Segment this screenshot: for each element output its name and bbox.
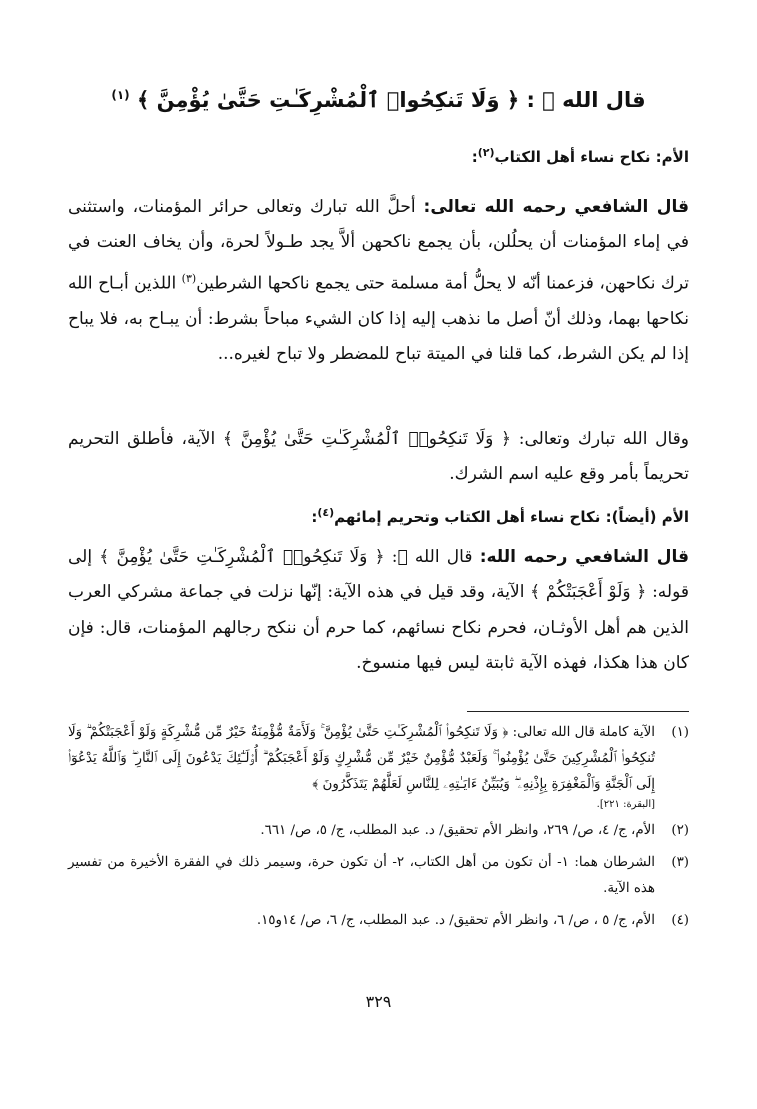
section1-heading-text: الأم: نكاح نساء أهل الكتاب (494, 148, 689, 166)
section1-paragraph-1 (68, 190, 689, 372)
footnote-number: (١) (671, 725, 689, 740)
section1-p1-text-b: اللذين أبـاح الله نكاحها بهما، وذلك أنّ أصل ما نذهب إليه إذا كان الشيء مباحاً بشرط: أن يبـاح به، فلا يباح إذا لم يكن الشرط، كما قلنا في الميتة تباح للمضطر ولا تباح لغيره... (68, 273, 689, 364)
section1-p1-footnote-ref: (٣) (181, 271, 197, 285)
section1-heading-ref: (٢) (477, 146, 495, 159)
section1-paragraph-2 (68, 422, 689, 493)
footnote-number: (٣) (671, 855, 689, 870)
page-number: ٣٢٩ (365, 992, 392, 1011)
footnote-text: الآية كاملة قال الله تعالى: ﴿ وَلَا تَنكِحُوا۟ ٱلْمُشْرِكَـٰتِ حَتَّىٰ يُؤْمِنَّ ۚ وَلَأَمَةٌ مُّؤْمِنَةٌ خَيْرٌ مِّن مُّشْرِكَةٍ وَلَوْ أَعْجَبَتْكُمْ ۗ وَلَا تُنكِحُوا۟ ٱلْمُشْرِكِينَ حَتَّىٰ يُؤْمِنُوا۟ ۚ وَلَعَبْدٌ مُّؤْمِنٌ خَيْرٌ مِّن مُّشْرِكٍ وَلَوْ أَعْجَبَكُمْ ۗ أُو۟لَـٰٓئِكَ يَدْعُونَ إِلَى ٱلنَّارِ ۖ وَٱللَّهُ يَدْعُوٓا۟ إِلَى ٱلْجَنَّةِ وَٱلْمَغْفِرَةِ بِإِذْنِهِۦ ۖ وَيُبَيِّنُ ءَايَـٰتِهِۦ لِلنَّاسِ لَعَلَّهُمْ يَتَذَكَّرُونَ ﴾ (68, 725, 655, 792)
section2-speaker: قال الشافعي رحمه الله: (479, 547, 689, 567)
title-text: قال الله ﷻ : ﴿ وَلَا تَنكِحُوا۟ ٱلْمُشْرِكَـٰتِ حَتَّىٰ يُؤْمِنَّ ﴾ (136, 88, 646, 112)
footnotes (68, 720, 689, 940)
section2-heading-text: الأم (أيضاً): نكاح نساء أهل الكتاب وتحريم إمائهم (334, 508, 689, 526)
section1-speaker: قال الشافعي رحمه الله تعالى: (423, 197, 689, 217)
section2-heading-block (68, 506, 689, 526)
section1-heading-colon: : (471, 148, 478, 166)
footnote-source: [البقرة: ٢٢١]. (596, 799, 655, 810)
footnote-1 (68, 720, 689, 812)
footnote-number: (٢) (671, 823, 689, 838)
section1-heading (68, 146, 689, 166)
page-title (70, 88, 687, 112)
section2-heading (68, 506, 689, 526)
footnote-number: (٤) (671, 913, 689, 928)
footnote-4 (68, 908, 689, 934)
section2-heading-colon: : (311, 508, 318, 526)
footnote-text: الأم، ج/ ٥ ، ص/ ٦، وانظر الأم تحقيق/ د. عبد المطلب، ج/ ٦، ص/ ١٤و١٥. (256, 913, 655, 928)
section2-heading-ref: (٤) (317, 506, 335, 519)
footnote-2 (68, 818, 689, 844)
footnote-divider (467, 711, 689, 712)
section1-p1-text-a: أحلَّ الله تبارك وتعالى حرائر المؤمنات، واستثنى في إماء المؤمنات أن يحلُلن، بأن يجمع ناكحهن ألاَّ يجد طـولاً لحرة، وأن يخاف العنت في ترك نكاحهن، فزعمنا أنّه لا يحلُّ أمة مسلمة حتى يجمع ناكحها الشرطين (68, 197, 689, 294)
section1-p2-text: وقال الله تبارك وتعالى: ﴿ وَلَا تَنكِحُوا۟ ٱلْمُشْرِكَـٰتِ حَتَّىٰ يُؤْمِنَّ ﴾ الآية، فأطلق التحريم تحريماً بأمر وقع عليه اسم الشرك. (68, 429, 689, 485)
footnote-text: الشرطان هما: ١- أن تكون من أهل الكتاب، ٢- أن تكون حرة، وسيمر ذلك في الفقرة الأخيرة من تفسير هذه الآية. (68, 855, 655, 896)
footnote-3 (68, 850, 689, 902)
title-footnote-ref: (١) (111, 88, 130, 102)
footnote-text: الأم، ج/ ٤، ص/ ٢٦٩، وانظر الأم تحقيق/ د. عبد المطلب، ج/ ٥، ص/ ٦٦١. (260, 823, 655, 838)
section2-paragraph (68, 540, 689, 681)
section2-p-text: قال الله ﷻ: ﴿ وَلَا تَنكِحُوا۟ ٱلْمُشْرِكَـٰتِ حَتَّىٰ يُؤْمِنَّ ﴾ إلى قوله: ﴿ وَلَوْ أَعْجَبَتْكُمْ ﴾ الآية، وقد قيل في هذه الآية: إنّها نزلت في جماعة مشركي العرب الذين هم أهل الأوثـان، فحرم نكاح نسائهم، كما حرم أن ننكح رجالهم المؤمنات، قال: فإن كان هذا هكذا، فهذه الآية ثابتة ليس فيها منسوخ. (68, 547, 689, 673)
section1-heading-block (68, 146, 689, 166)
